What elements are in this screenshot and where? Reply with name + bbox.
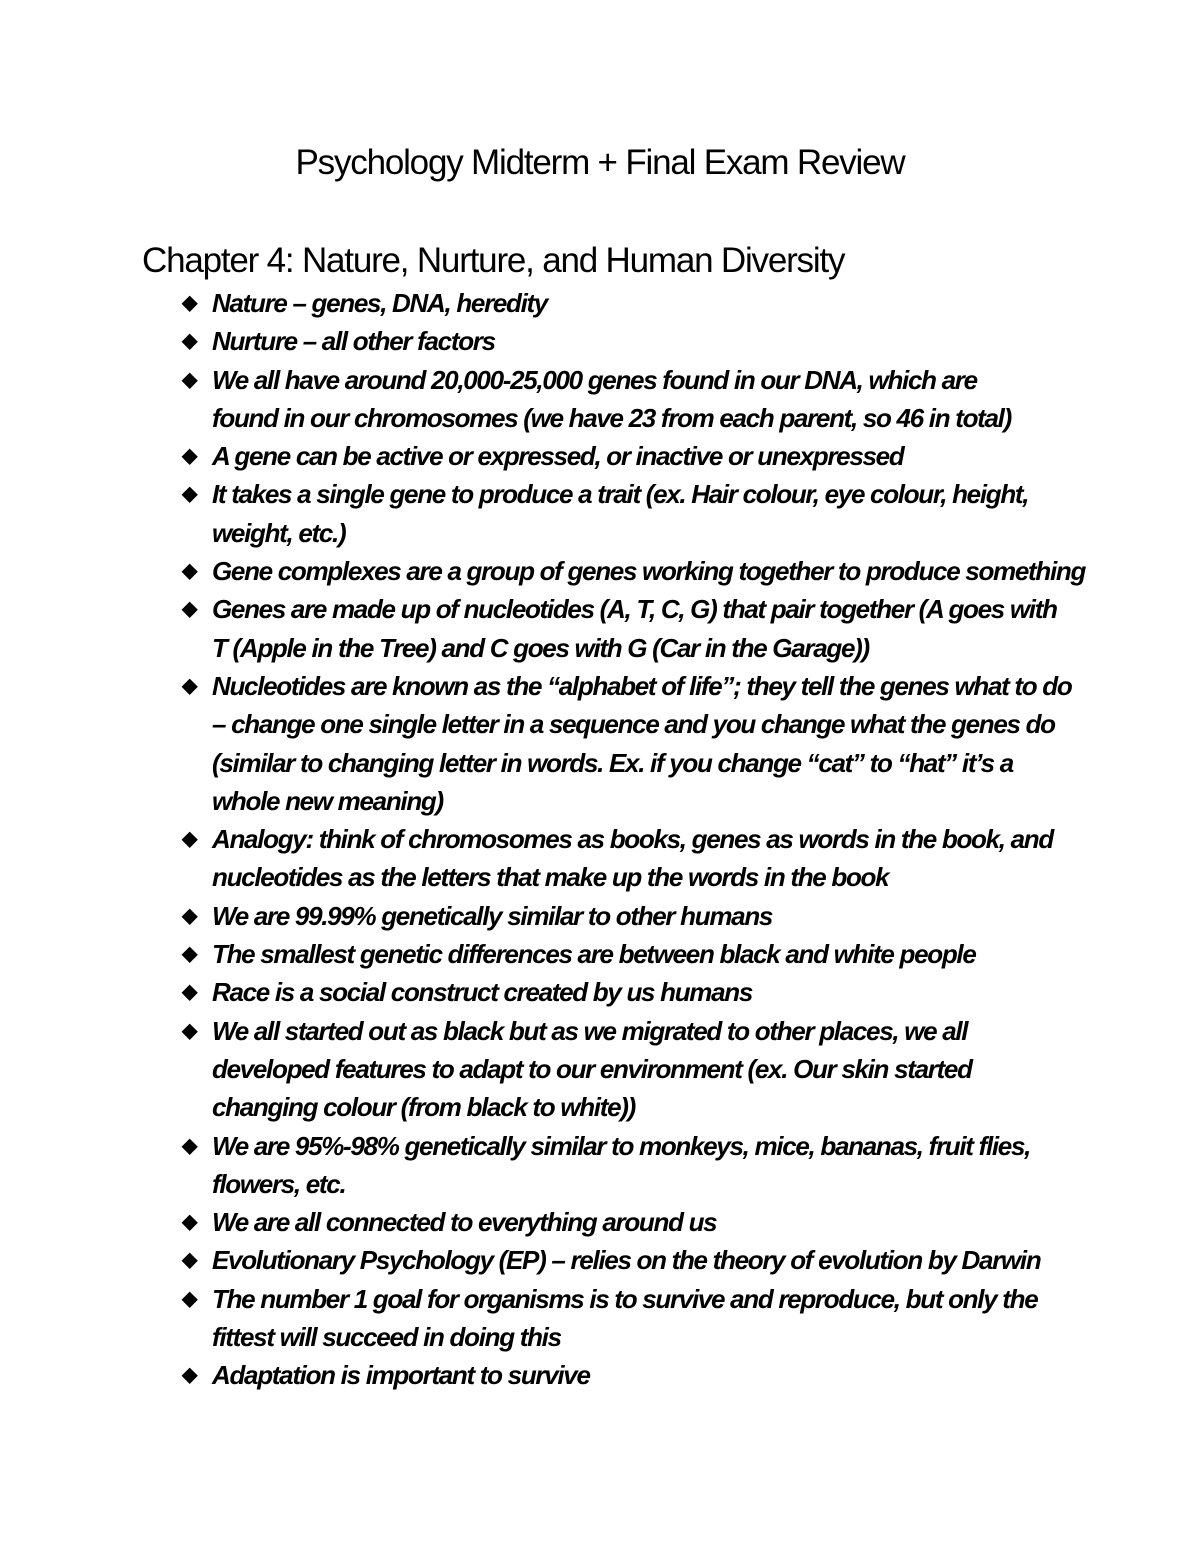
list-item: [180, 437, 1080, 475]
list-item: [180, 820, 1080, 897]
list-item: [180, 935, 1080, 973]
list-item-text-line: fittest will succeed in doing this: [212, 1322, 561, 1353]
diamond-bullet-icon: ◆: [182, 1249, 197, 1272]
list-item-text-line: Nature – genes, DNA, heredity: [212, 288, 548, 318]
list-item-text-line: Analogy: think of chromosomes as books, genes as words in the book, and: [212, 824, 1053, 855]
list-item: [180, 667, 1080, 820]
list-item-text-line: Race is a social construct created by us humans: [212, 977, 753, 1008]
list-item-text-line: Genes are made up of nucleotides (A, T, C, G) that pair together (A goes with: [212, 594, 1057, 625]
list-item: [180, 590, 1080, 667]
diamond-bullet-icon: ◆: [182, 981, 197, 1004]
list-item-text-line: T (Apple in the Tree) and C goes with G (Car in the Garage)): [212, 632, 869, 663]
diamond-bullet-icon: ◆: [182, 674, 197, 697]
diamond-bullet-icon: ◆: [182, 1364, 197, 1387]
diamond-bullet-icon: ◆: [182, 483, 197, 506]
list-item-text-line: The number 1 goal for organisms is to survive and reproduce, but only the: [212, 1283, 1038, 1314]
list-item-text-line: changing colour (from black to white)): [212, 1092, 635, 1123]
diamond-bullet-icon: ◆: [182, 1134, 197, 1157]
list-item: [180, 1203, 1080, 1241]
list-item: [180, 1356, 1080, 1394]
list-item: [180, 284, 1080, 322]
list-item-text-line: flowers, etc.: [212, 1168, 346, 1199]
list-item-text-line: We all have around 20,000-25,000 genes found in our DNA, which are: [212, 364, 977, 395]
list-item-text-line: Nucleotides are known as the “alphabet of life”; they tell the genes what to do: [212, 670, 1072, 701]
diamond-bullet-icon: ◆: [182, 828, 197, 851]
list-item: [180, 322, 1080, 360]
list-item-text-line: It takes a single gene to produce a trait (ex. Hair colour, eye colour, height,: [212, 479, 1029, 510]
list-item-text-line: We are 99.99% genetically similar to other humans: [212, 900, 773, 931]
list-item: [180, 1127, 1080, 1204]
list-item-text-line: Adaptation is important to survive: [212, 1360, 590, 1391]
list-item: [180, 1241, 1080, 1279]
diamond-bullet-icon: ◆: [182, 368, 197, 391]
chapter-heading: Chapter 4: Nature, Nurture, and Human Diversity: [142, 241, 845, 280]
list-item-text-line: nucleotides as the letters that make up the words in the book: [212, 862, 889, 893]
diamond-bullet-icon: ◆: [182, 560, 197, 583]
list-item: [180, 897, 1080, 935]
diamond-bullet-icon: ◆: [182, 445, 197, 468]
list-item-text-line: A gene can be active or expressed, or inactive or unexpressed: [212, 441, 904, 472]
list-item: [180, 1280, 1080, 1357]
list-item-text-line: found in our chromosomes (we have 23 from each parent, so 46 in total): [212, 402, 1011, 433]
list-item: [180, 552, 1086, 590]
diamond-bullet-icon: ◆: [182, 943, 197, 966]
list-item-text-line: Gene complexes are a group of genes working together to produce something: [212, 556, 1086, 587]
list-item: [180, 361, 1080, 438]
diamond-bullet-icon: ◆: [182, 1287, 197, 1310]
list-item-text-line: We are all connected to everything around us: [212, 1207, 717, 1238]
diamond-bullet-icon: ◆: [182, 904, 197, 927]
document-title: Psychology Midterm + Final Exam Review: [295, 143, 905, 182]
list-item-text-line: (similar to changing letter in words. Ex. if you change “cat” to “hat” it’s a: [212, 747, 1013, 778]
list-item-text-line: whole new meaning): [212, 785, 443, 816]
list-item-text-line: Nurture – all other factors: [212, 326, 495, 357]
list-item-text-line: Evolutionary Psychology (EP) – relies on the theory of evolution by Darwin: [212, 1245, 1041, 1276]
list-item-text-line: – change one single letter in a sequence and you change what the genes do: [212, 709, 1055, 740]
list-item: [180, 973, 1080, 1011]
bullet-list: [180, 284, 1086, 1395]
list-item-text-line: We all started out as black but as we migrated to other places, we all: [212, 1015, 968, 1046]
list-item-text-line: The smallest genetic differences are between black and white people: [212, 939, 976, 970]
diamond-bullet-icon: ◆: [182, 598, 197, 621]
list-item: [180, 1012, 1080, 1127]
list-item-text-line: We are 95%-98% genetically similar to monkeys, mice, bananas, fruit flies,: [212, 1130, 1031, 1161]
diamond-bullet-icon: ◆: [182, 1211, 197, 1234]
diamond-bullet-icon: ◆: [182, 1019, 197, 1042]
diamond-bullet-icon: ◆: [182, 330, 197, 353]
diamond-bullet-icon: ◆: [182, 292, 197, 314]
list-item: [180, 475, 1080, 552]
list-item-text-line: weight, etc.): [212, 517, 346, 548]
list-item-text-line: developed features to adapt to our environment (ex. Our skin started: [212, 1053, 972, 1084]
